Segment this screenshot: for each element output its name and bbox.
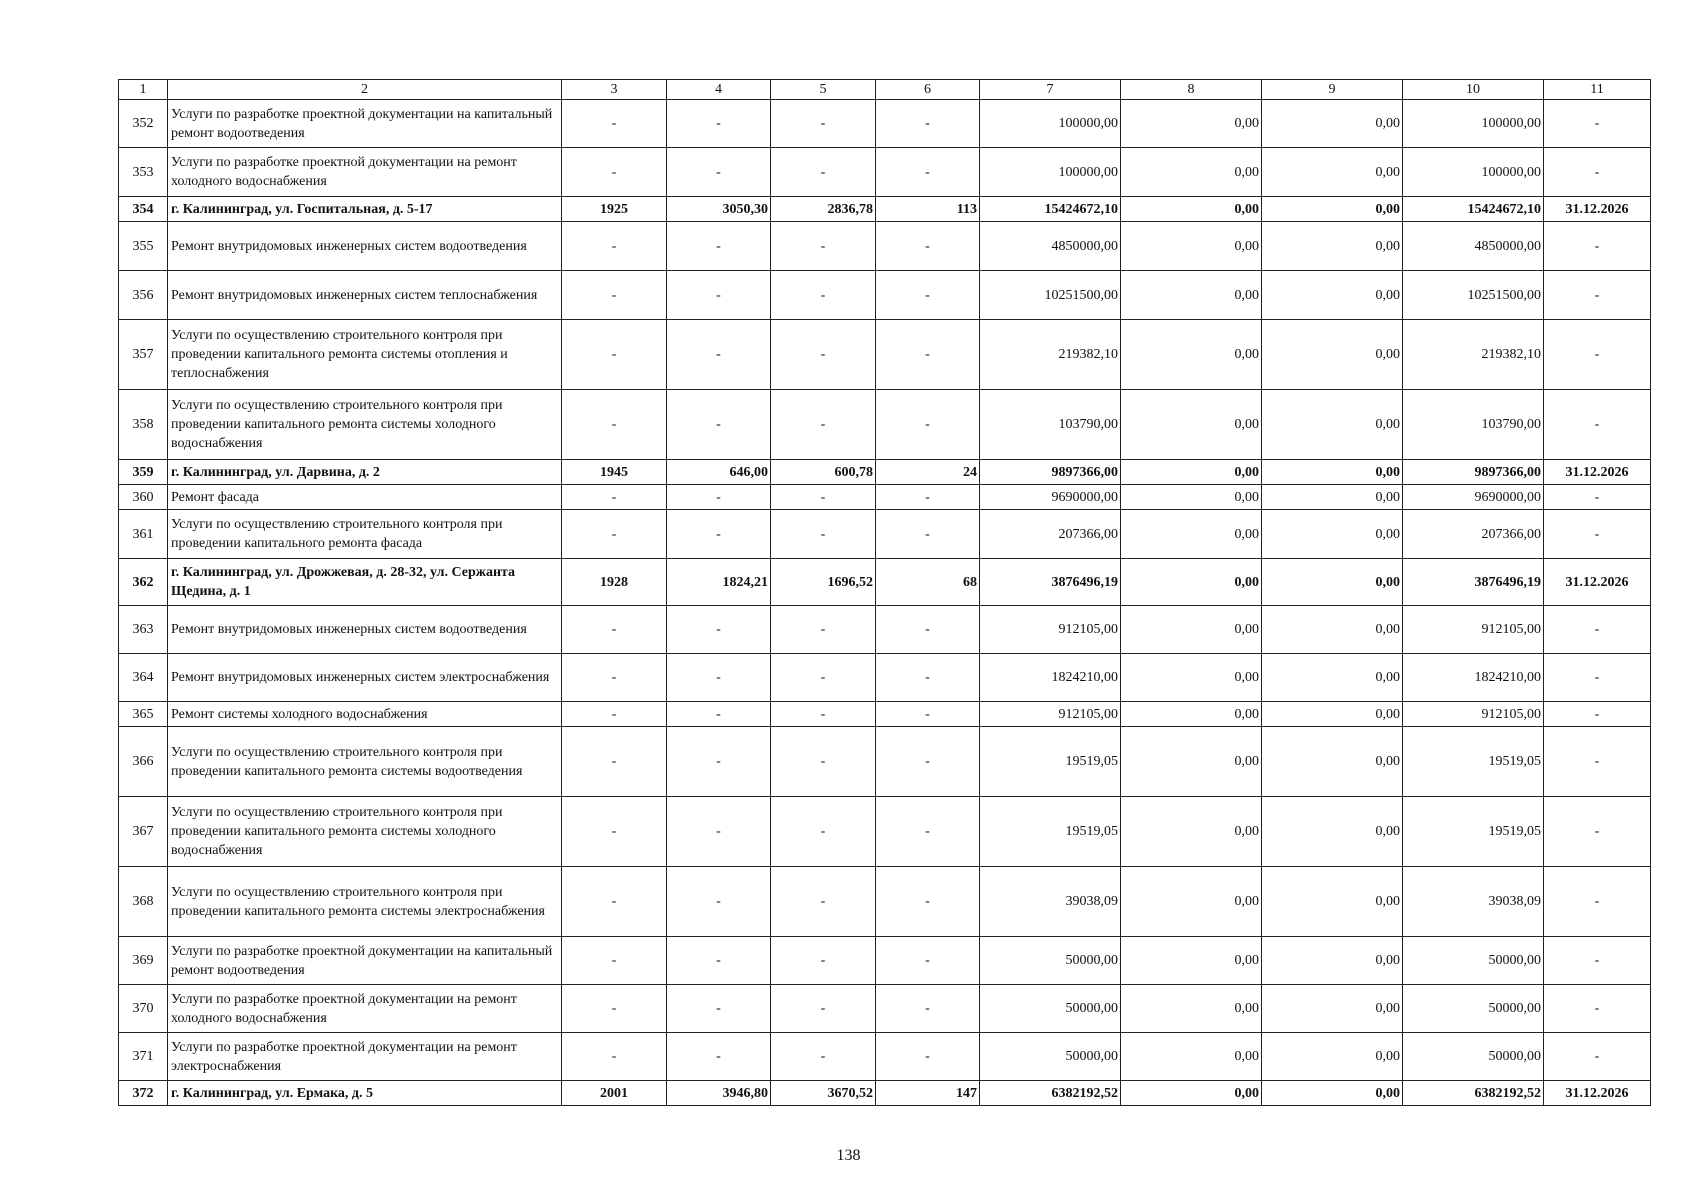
year-cell: - <box>562 320 667 390</box>
total-cost-cell: 10251500,00 <box>980 271 1121 320</box>
total-cost-cell: 6382192,52 <box>980 1081 1121 1106</box>
column-number-header: 9 <box>1262 80 1403 100</box>
row-number-cell: 371 <box>119 1033 168 1081</box>
table-row <box>119 320 1651 390</box>
funding-cell: 0,00 <box>1262 148 1403 197</box>
living-area-cell: 3670,52 <box>771 1081 876 1106</box>
deadline-cell: - <box>1544 1033 1651 1081</box>
deadline-cell: - <box>1544 271 1651 320</box>
column-number-header: 2 <box>168 80 562 100</box>
funding-cell: 0,00 <box>1121 197 1262 222</box>
item-name-cell: Ремонт внутридомовых инженерных систем теплоснабжения <box>168 271 562 320</box>
row-number-cell: 366 <box>119 727 168 797</box>
living-area-cell: - <box>771 148 876 197</box>
residents-count-cell: - <box>876 937 980 985</box>
total-area-cell: - <box>667 271 771 320</box>
living-area-cell: 600,78 <box>771 460 876 485</box>
total-cost-cell: 15424672,10 <box>980 197 1121 222</box>
residents-count-cell: - <box>876 148 980 197</box>
funding-cell: 0,00 <box>1262 606 1403 654</box>
table-row <box>119 390 1651 460</box>
row-number-cell: 357 <box>119 320 168 390</box>
table-row <box>119 197 1651 222</box>
funding-cell: 0,00 <box>1121 390 1262 460</box>
residents-count-cell: - <box>876 485 980 510</box>
living-area-cell: - <box>771 271 876 320</box>
owner-funds-cell: 50000,00 <box>1403 1033 1544 1081</box>
table-row <box>119 937 1651 985</box>
year-cell: - <box>562 485 667 510</box>
row-number-cell: 356 <box>119 271 168 320</box>
deadline-cell: - <box>1544 654 1651 702</box>
funding-cell: 0,00 <box>1262 271 1403 320</box>
table-row <box>119 485 1651 510</box>
item-name-cell: Услуги по осуществлению строительного контроля при проведении капитального ремонта системы холодного водоснабжения <box>168 390 562 460</box>
year-cell: 1925 <box>562 197 667 222</box>
total-cost-cell: 50000,00 <box>980 985 1121 1033</box>
column-number-header: 3 <box>562 80 667 100</box>
row-number-cell: 359 <box>119 460 168 485</box>
owner-funds-cell: 1824210,00 <box>1403 654 1544 702</box>
column-number-header: 8 <box>1121 80 1262 100</box>
owner-funds-cell: 219382,10 <box>1403 320 1544 390</box>
item-name-cell: г. Калининград, ул. Дрожжевая, д. 28-32, ул. Сержанта Щедина, д. 1 <box>168 559 562 606</box>
residents-count-cell: - <box>876 702 980 727</box>
item-name-cell: Услуги по разработке проектной документации на ремонт холодного водоснабжения <box>168 985 562 1033</box>
funding-cell: 0,00 <box>1121 148 1262 197</box>
year-cell: - <box>562 606 667 654</box>
living-area-cell: - <box>771 985 876 1033</box>
deadline-cell: - <box>1544 797 1651 867</box>
funding-cell: 0,00 <box>1262 1081 1403 1106</box>
funding-cell: 0,00 <box>1262 985 1403 1033</box>
total-cost-cell: 100000,00 <box>980 148 1121 197</box>
row-number-cell: 354 <box>119 197 168 222</box>
year-cell: - <box>562 148 667 197</box>
funding-cell: 0,00 <box>1121 867 1262 937</box>
living-area-cell: - <box>771 797 876 867</box>
funding-cell: 0,00 <box>1121 559 1262 606</box>
year-cell: 2001 <box>562 1081 667 1106</box>
residents-count-cell: - <box>876 727 980 797</box>
row-number-cell: 353 <box>119 148 168 197</box>
owner-funds-cell: 207366,00 <box>1403 510 1544 559</box>
row-number-cell: 370 <box>119 985 168 1033</box>
living-area-cell: - <box>771 320 876 390</box>
owner-funds-cell: 15424672,10 <box>1403 197 1544 222</box>
table-row <box>119 985 1651 1033</box>
living-area-cell: - <box>771 510 876 559</box>
funding-cell: 0,00 <box>1262 197 1403 222</box>
residents-count-cell: - <box>876 390 980 460</box>
deadline-cell: 31.12.2026 <box>1544 559 1651 606</box>
deadline-cell: - <box>1544 867 1651 937</box>
deadline-cell: - <box>1544 100 1651 148</box>
column-number-header: 4 <box>667 80 771 100</box>
deadline-cell: - <box>1544 727 1651 797</box>
total-area-cell: - <box>667 797 771 867</box>
row-number-cell: 364 <box>119 654 168 702</box>
living-area-cell: - <box>771 1033 876 1081</box>
deadline-cell: - <box>1544 937 1651 985</box>
table-row <box>119 867 1651 937</box>
owner-funds-cell: 912105,00 <box>1403 702 1544 727</box>
item-name-cell: Ремонт внутридомовых инженерных систем водоотведения <box>168 606 562 654</box>
residents-count-cell: - <box>876 510 980 559</box>
living-area-cell: - <box>771 390 876 460</box>
owner-funds-cell: 19519,05 <box>1403 797 1544 867</box>
owner-funds-cell: 100000,00 <box>1403 100 1544 148</box>
living-area-cell: - <box>771 485 876 510</box>
column-number-header: 7 <box>980 80 1121 100</box>
total-area-cell: 646,00 <box>667 460 771 485</box>
year-cell: - <box>562 271 667 320</box>
item-name-cell: Услуги по разработке проектной документации на ремонт электроснабжения <box>168 1033 562 1081</box>
total-area-cell: - <box>667 485 771 510</box>
funding-cell: 0,00 <box>1262 559 1403 606</box>
funding-cell: 0,00 <box>1262 222 1403 271</box>
item-name-cell: Услуги по разработке проектной документации на ремонт холодного водоснабжения <box>168 148 562 197</box>
table-row <box>119 1081 1651 1106</box>
total-area-cell: 1824,21 <box>667 559 771 606</box>
table-row <box>119 654 1651 702</box>
year-cell: - <box>562 702 667 727</box>
row-number-cell: 360 <box>119 485 168 510</box>
funding-cell: 0,00 <box>1262 390 1403 460</box>
funding-cell: 0,00 <box>1262 702 1403 727</box>
table-row <box>119 1033 1651 1081</box>
living-area-cell: 2836,78 <box>771 197 876 222</box>
total-cost-cell: 19519,05 <box>980 727 1121 797</box>
owner-funds-cell: 39038,09 <box>1403 867 1544 937</box>
total-cost-cell: 50000,00 <box>980 1033 1121 1081</box>
funding-cell: 0,00 <box>1121 937 1262 985</box>
table-row <box>119 100 1651 148</box>
year-cell: - <box>562 727 667 797</box>
owner-funds-cell: 50000,00 <box>1403 937 1544 985</box>
table-row <box>119 148 1651 197</box>
deadline-cell: - <box>1544 702 1651 727</box>
row-number-cell: 368 <box>119 867 168 937</box>
row-number-cell: 369 <box>119 937 168 985</box>
capital-repair-table <box>118 79 1651 1106</box>
owner-funds-cell: 4850000,00 <box>1403 222 1544 271</box>
total-area-cell: - <box>667 222 771 271</box>
residents-count-cell: - <box>876 100 980 148</box>
living-area-cell: - <box>771 702 876 727</box>
year-cell: 1945 <box>562 460 667 485</box>
living-area-cell: - <box>771 937 876 985</box>
item-name-cell: Услуги по осуществлению строительного контроля при проведении капитального ремонта системы холодного водоснабжения <box>168 797 562 867</box>
living-area-cell: - <box>771 100 876 148</box>
funding-cell: 0,00 <box>1121 271 1262 320</box>
row-number-cell: 361 <box>119 510 168 559</box>
funding-cell: 0,00 <box>1121 702 1262 727</box>
year-cell: - <box>562 390 667 460</box>
owner-funds-cell: 9897366,00 <box>1403 460 1544 485</box>
residents-count-cell: - <box>876 320 980 390</box>
funding-cell: 0,00 <box>1121 320 1262 390</box>
row-number-cell: 358 <box>119 390 168 460</box>
total-cost-cell: 19519,05 <box>980 797 1121 867</box>
table-row <box>119 271 1651 320</box>
item-name-cell: Услуги по осуществлению строительного контроля при проведении капитального ремонта фасада <box>168 510 562 559</box>
row-number-cell: 362 <box>119 559 168 606</box>
funding-cell: 0,00 <box>1121 460 1262 485</box>
column-number-header: 10 <box>1403 80 1544 100</box>
deadline-cell: - <box>1544 985 1651 1033</box>
deadline-cell: - <box>1544 320 1651 390</box>
column-number-header: 6 <box>876 80 980 100</box>
row-number-cell: 372 <box>119 1081 168 1106</box>
deadline-cell: - <box>1544 148 1651 197</box>
total-area-cell: - <box>667 654 771 702</box>
funding-cell: 0,00 <box>1262 510 1403 559</box>
table-body <box>119 80 1651 1106</box>
total-area-cell: - <box>667 937 771 985</box>
total-area-cell: - <box>667 510 771 559</box>
item-name-cell: Ремонт системы холодного водоснабжения <box>168 702 562 727</box>
funding-cell: 0,00 <box>1262 100 1403 148</box>
row-number-cell: 352 <box>119 100 168 148</box>
deadline-cell: - <box>1544 485 1651 510</box>
item-name-cell: г. Калининград, ул. Госпитальная, д. 5-17 <box>168 197 562 222</box>
document-sheet <box>118 79 1650 1106</box>
total-cost-cell: 103790,00 <box>980 390 1121 460</box>
owner-funds-cell: 100000,00 <box>1403 148 1544 197</box>
total-cost-cell: 9897366,00 <box>980 460 1121 485</box>
item-name-cell: Ремонт внутридомовых инженерных систем водоотведения <box>168 222 562 271</box>
funding-cell: 0,00 <box>1262 937 1403 985</box>
funding-cell: 0,00 <box>1262 867 1403 937</box>
total-cost-cell: 9690000,00 <box>980 485 1121 510</box>
total-cost-cell: 4850000,00 <box>980 222 1121 271</box>
column-number-header: 5 <box>771 80 876 100</box>
funding-cell: 0,00 <box>1121 727 1262 797</box>
year-cell: - <box>562 222 667 271</box>
row-number-cell: 365 <box>119 702 168 727</box>
table-row <box>119 460 1651 485</box>
residents-count-cell: - <box>876 606 980 654</box>
funding-cell: 0,00 <box>1262 797 1403 867</box>
owner-funds-cell: 9690000,00 <box>1403 485 1544 510</box>
owner-funds-cell: 103790,00 <box>1403 390 1544 460</box>
year-cell: - <box>562 1033 667 1081</box>
funding-cell: 0,00 <box>1262 320 1403 390</box>
residents-count-cell: - <box>876 985 980 1033</box>
total-cost-cell: 219382,10 <box>980 320 1121 390</box>
total-area-cell: 3050,30 <box>667 197 771 222</box>
total-cost-cell: 3876496,19 <box>980 559 1121 606</box>
total-area-cell: - <box>667 702 771 727</box>
residents-count-cell: 147 <box>876 1081 980 1106</box>
total-area-cell: - <box>667 320 771 390</box>
living-area-cell: - <box>771 606 876 654</box>
total-area-cell: - <box>667 148 771 197</box>
year-cell: - <box>562 797 667 867</box>
table-row <box>119 727 1651 797</box>
residents-count-cell: - <box>876 867 980 937</box>
living-area-cell: - <box>771 727 876 797</box>
total-area-cell: - <box>667 985 771 1033</box>
year-cell: - <box>562 654 667 702</box>
owner-funds-cell: 912105,00 <box>1403 606 1544 654</box>
table-row <box>119 559 1651 606</box>
deadline-cell: 31.12.2026 <box>1544 197 1651 222</box>
funding-cell: 0,00 <box>1121 1081 1262 1106</box>
residents-count-cell: - <box>876 654 980 702</box>
total-area-cell: - <box>667 390 771 460</box>
total-cost-cell: 39038,09 <box>980 867 1121 937</box>
deadline-cell: 31.12.2026 <box>1544 460 1651 485</box>
row-number-cell: 355 <box>119 222 168 271</box>
total-cost-cell: 1824210,00 <box>980 654 1121 702</box>
funding-cell: 0,00 <box>1121 606 1262 654</box>
item-name-cell: г. Калининград, ул. Дарвина, д. 2 <box>168 460 562 485</box>
total-area-cell: - <box>667 606 771 654</box>
year-cell: 1928 <box>562 559 667 606</box>
residents-count-cell: 68 <box>876 559 980 606</box>
funding-cell: 0,00 <box>1121 985 1262 1033</box>
total-cost-cell: 207366,00 <box>980 510 1121 559</box>
total-cost-cell: 100000,00 <box>980 100 1121 148</box>
residents-count-cell: - <box>876 271 980 320</box>
deadline-cell: - <box>1544 390 1651 460</box>
living-area-cell: 1696,52 <box>771 559 876 606</box>
deadline-cell: 31.12.2026 <box>1544 1081 1651 1106</box>
deadline-cell: - <box>1544 510 1651 559</box>
funding-cell: 0,00 <box>1121 222 1262 271</box>
year-cell: - <box>562 937 667 985</box>
total-area-cell: - <box>667 100 771 148</box>
funding-cell: 0,00 <box>1121 100 1262 148</box>
owner-funds-cell: 10251500,00 <box>1403 271 1544 320</box>
funding-cell: 0,00 <box>1121 1033 1262 1081</box>
item-name-cell: Ремонт внутридомовых инженерных систем электроснабжения <box>168 654 562 702</box>
deadline-cell: - <box>1544 222 1651 271</box>
year-cell: - <box>562 510 667 559</box>
table-row <box>119 606 1651 654</box>
total-area-cell: - <box>667 1033 771 1081</box>
residents-count-cell: - <box>876 222 980 271</box>
page-number: 138 <box>836 1147 861 1164</box>
owner-funds-cell: 50000,00 <box>1403 985 1544 1033</box>
total-cost-cell: 912105,00 <box>980 606 1121 654</box>
item-name-cell: Услуги по разработке проектной документации на капитальный ремонт водоотведения <box>168 937 562 985</box>
living-area-cell: - <box>771 654 876 702</box>
item-name-cell: Ремонт фасада <box>168 485 562 510</box>
total-area-cell: - <box>667 867 771 937</box>
item-name-cell: Услуги по осуществлению строительного контроля при проведении капитального ремонта системы отопления и теплоснабжения <box>168 320 562 390</box>
item-name-cell: Услуги по осуществлению строительного контроля при проведении капитального ремонта системы электроснабжения <box>168 867 562 937</box>
funding-cell: 0,00 <box>1262 654 1403 702</box>
owner-funds-cell: 6382192,52 <box>1403 1081 1544 1106</box>
row-number-cell: 363 <box>119 606 168 654</box>
total-cost-cell: 912105,00 <box>980 702 1121 727</box>
residents-count-cell: 24 <box>876 460 980 485</box>
deadline-cell: - <box>1544 606 1651 654</box>
table-row <box>119 510 1651 559</box>
owner-funds-cell: 19519,05 <box>1403 727 1544 797</box>
year-cell: - <box>562 985 667 1033</box>
residents-count-cell: - <box>876 1033 980 1081</box>
residents-count-cell: 113 <box>876 197 980 222</box>
living-area-cell: - <box>771 867 876 937</box>
year-cell: - <box>562 867 667 937</box>
table-row <box>119 797 1651 867</box>
funding-cell: 0,00 <box>1262 1033 1403 1081</box>
column-number-header: 1 <box>119 80 168 100</box>
total-area-cell: - <box>667 727 771 797</box>
item-name-cell: Услуги по осуществлению строительного контроля при проведении капитального ремонта системы водоотведения <box>168 727 562 797</box>
funding-cell: 0,00 <box>1262 485 1403 510</box>
residents-count-cell: - <box>876 797 980 867</box>
year-cell: - <box>562 100 667 148</box>
total-cost-cell: 50000,00 <box>980 937 1121 985</box>
item-name-cell: Услуги по разработке проектной документации на капитальный ремонт водоотведения <box>168 100 562 148</box>
table-row <box>119 222 1651 271</box>
row-number-cell: 367 <box>119 797 168 867</box>
item-name-cell: г. Калининград, ул. Ермака, д. 5 <box>168 1081 562 1106</box>
owner-funds-cell: 3876496,19 <box>1403 559 1544 606</box>
funding-cell: 0,00 <box>1262 727 1403 797</box>
funding-cell: 0,00 <box>1121 485 1262 510</box>
funding-cell: 0,00 <box>1121 797 1262 867</box>
funding-cell: 0,00 <box>1121 510 1262 559</box>
funding-cell: 0,00 <box>1262 460 1403 485</box>
column-number-header-row <box>119 80 1651 100</box>
living-area-cell: - <box>771 222 876 271</box>
total-area-cell: 3946,80 <box>667 1081 771 1106</box>
column-number-header: 11 <box>1544 80 1651 100</box>
funding-cell: 0,00 <box>1121 654 1262 702</box>
table-row <box>119 702 1651 727</box>
